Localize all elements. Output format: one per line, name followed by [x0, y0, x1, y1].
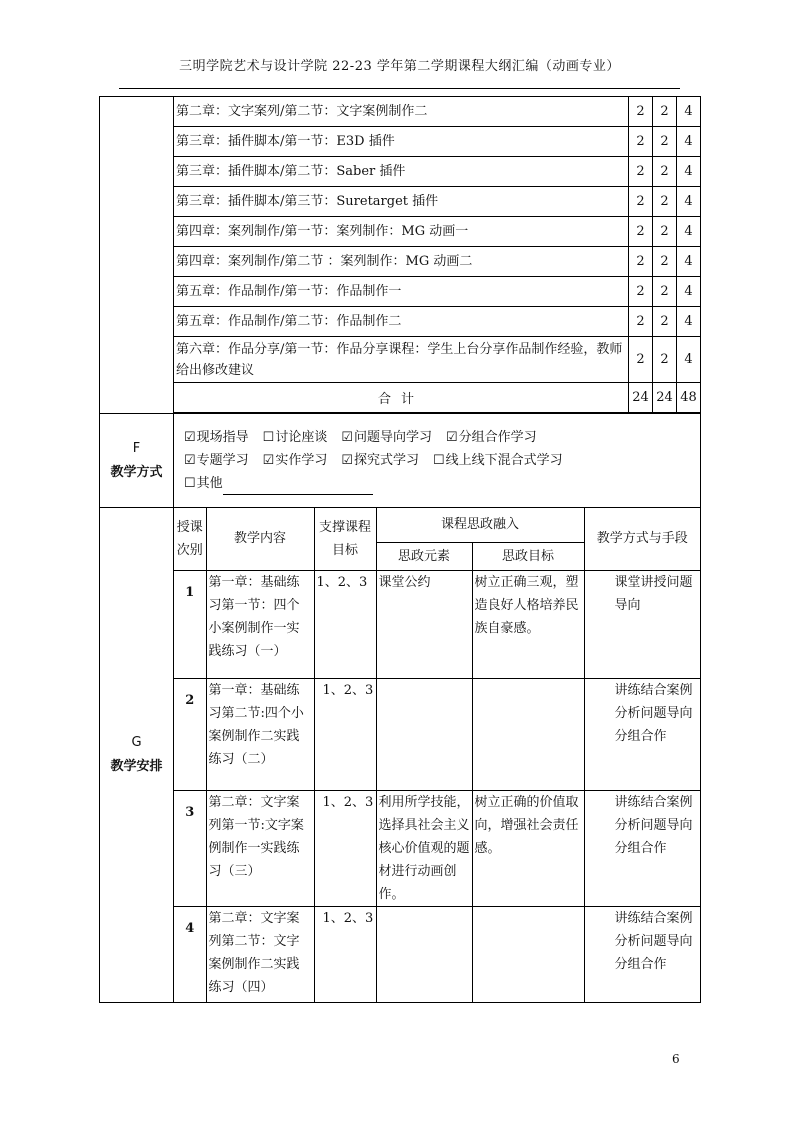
hours-b: 2	[653, 217, 677, 247]
row-order: 4	[174, 906, 206, 1002]
row-ideology-goal: 树立正确的价值取向，增强社会责任感。	[472, 790, 584, 906]
hours-a: 2	[629, 307, 653, 337]
row-method: 讲练结合案例分析问题导向分组合作	[584, 906, 700, 1002]
hours-c: 4	[677, 337, 701, 383]
method-option[interactable]	[433, 449, 563, 472]
row-content: 第二章：文字案列第二节：文字案例制作二实践练习（四）	[206, 906, 314, 1002]
method-option[interactable]	[263, 426, 328, 449]
header-goal: 支撑课程目标	[314, 508, 376, 570]
row-ideology-goal	[472, 678, 584, 790]
hours-a: 2	[629, 127, 653, 157]
left-label-cell	[100, 97, 174, 414]
hours-c: 4	[677, 217, 701, 247]
checkbox-icon[interactable]: ☐	[433, 453, 445, 468]
other-blank-line	[223, 480, 373, 495]
row-content: 第一章：基础练习第一节：四个小案例制作一实践练习（一）	[206, 570, 314, 678]
hours-c: 4	[677, 307, 701, 337]
hours-c: 4	[677, 277, 701, 307]
hours-a: 2	[629, 217, 653, 247]
row-order: 2	[174, 678, 206, 790]
hours-content: 第五章：作品制作/第一节：作品制作一	[174, 277, 629, 307]
section-f-letter: F	[132, 440, 141, 456]
method-option[interactable]	[341, 449, 419, 472]
hours-c: 4	[677, 127, 701, 157]
hours-a: 2	[629, 187, 653, 217]
hours-content: 第三章：插件脚本/第二节：Saber 插件	[174, 157, 629, 187]
methods-row-3	[174, 472, 700, 495]
hours-c: 4	[677, 187, 701, 217]
hours-content: 第五章：作品制作/第二节：作品制作二	[174, 307, 629, 337]
hours-b: 2	[653, 97, 677, 127]
method-label: 实作学习	[275, 453, 328, 468]
section-f-title: 教学方式	[110, 464, 163, 480]
row-method: 讲练结合案例分析问题导向分组合作	[584, 790, 700, 906]
hours-content: 第四章：案列制作/第一节：案列制作：MG 动画一	[174, 217, 629, 247]
row-content: 第二章：文字案列第一节:文字案例制作一实践练习（三）	[206, 790, 314, 906]
checkbox-icon[interactable]: ☑	[341, 453, 353, 468]
header-method: 教学方式与手段	[584, 508, 700, 570]
total-label: 合计	[174, 383, 629, 413]
table-row	[174, 906, 700, 1002]
hours-a: 2	[629, 337, 653, 383]
method-label: 现场指导	[196, 430, 249, 445]
row-ideology-goal	[472, 906, 584, 1002]
table-row	[100, 187, 701, 217]
row-method: 课堂讲授问题导向	[584, 570, 700, 678]
section-g-title: 教学安排	[110, 759, 163, 774]
section-g-row	[100, 508, 701, 1003]
hours-b: 2	[653, 307, 677, 337]
checkbox-icon[interactable]: ☐	[184, 476, 196, 491]
method-option[interactable]	[341, 426, 432, 449]
row-goal: 1、2、3	[314, 570, 376, 678]
row-content: 第一章：基础练习第二节:四个小案例制作二实践练习（二）	[206, 678, 314, 790]
header-ideology-goal: 思政目标	[472, 542, 584, 570]
header-order: 授课次别	[174, 508, 206, 570]
page-header: 三明学院艺术与设计学院 22-23 学年第二学期课程大纲汇编（动画专业）	[179, 59, 620, 74]
teaching-methods-cell	[174, 414, 701, 508]
row-goal: 1、2、3	[314, 790, 376, 906]
header-element: 思政元素	[376, 542, 472, 570]
row-method: 讲练结合案例分析问题导向分组合作	[584, 678, 700, 790]
syllabus-table	[99, 96, 701, 1003]
method-label: 讨论座谈	[275, 430, 328, 445]
method-label: 专题学习	[196, 453, 249, 468]
row-goal: 1、2、3	[314, 906, 376, 1002]
total-a: 24	[629, 383, 653, 413]
row-element	[376, 906, 472, 1002]
hours-content: 第六章：作品分享/第一节：作品分享课程：学生上台分享作品制作经验，教师给出修改建议	[174, 337, 629, 383]
method-option[interactable]	[184, 426, 249, 449]
checkbox-icon[interactable]: ☑	[262, 453, 275, 468]
hours-c: 4	[677, 157, 701, 187]
table-row	[100, 307, 701, 337]
method-option[interactable]	[263, 449, 328, 472]
section-f-row	[100, 414, 701, 508]
method-label: 线上线下混合式学习	[445, 453, 563, 468]
method-label: 问题导向学习	[354, 430, 433, 445]
total-b: 24	[653, 383, 677, 413]
table-row	[100, 217, 701, 247]
checkbox-icon[interactable]: ☑	[184, 430, 196, 445]
row-element: 课堂公约	[376, 570, 472, 678]
section-g-letter: G	[131, 735, 142, 750]
methods-row-2	[174, 449, 700, 472]
hours-b: 2	[653, 277, 677, 307]
header-ideology: 课程思政融入	[376, 508, 584, 542]
hours-b: 2	[653, 157, 677, 187]
hours-content: 第三章：插件脚本/第一节：E3D 插件	[174, 127, 629, 157]
table-row	[100, 337, 701, 383]
hours-a: 2	[629, 97, 653, 127]
table-row	[100, 277, 701, 307]
method-option[interactable]	[446, 426, 537, 449]
methods-row-1	[174, 426, 700, 449]
row-goal: 1、2、3	[314, 678, 376, 790]
table-row	[174, 570, 700, 678]
section-f-label	[100, 414, 174, 508]
row-element	[376, 678, 472, 790]
row-order: 3	[174, 790, 206, 906]
checkbox-icon[interactable]: ☑	[446, 430, 458, 445]
row-order: 1	[174, 570, 206, 678]
table-row	[100, 157, 701, 187]
row-ideology-goal: 树立正确三观，塑造良好人格培养民族自豪感。	[472, 570, 584, 678]
hours-b: 2	[653, 127, 677, 157]
total-row	[100, 383, 701, 413]
section-g-label	[100, 508, 174, 1003]
method-label: 探究式学习	[354, 453, 420, 468]
table-row	[100, 247, 701, 277]
hours-b: 2	[653, 337, 677, 383]
hours-b: 2	[653, 247, 677, 277]
schedule-cell	[174, 508, 701, 1003]
header-rule	[119, 88, 680, 89]
hours-b: 2	[653, 187, 677, 217]
hours-a: 2	[629, 247, 653, 277]
schedule-table	[174, 508, 700, 1002]
method-option[interactable]	[184, 449, 249, 472]
hours-a: 2	[629, 157, 653, 187]
hours-c: 4	[677, 97, 701, 127]
hours-content: 第三章：插件脚本/第三节：Suretarget 插件	[174, 187, 629, 217]
method-label: 分组合作学习	[458, 430, 537, 445]
hours-a: 2	[629, 277, 653, 307]
checkbox-icon[interactable]: ☑	[184, 453, 196, 468]
row-element: 利用所学技能，选择具社会主义核心价值观的题材进行动画创作。	[376, 790, 472, 906]
page-number: 6	[672, 1052, 680, 1066]
total-c: 48	[677, 383, 701, 413]
table-row	[100, 127, 701, 157]
checkbox-icon[interactable]: ☐	[262, 430, 275, 445]
checkbox-icon[interactable]: ☑	[341, 430, 353, 445]
table-row	[174, 790, 700, 906]
method-other[interactable]	[184, 472, 373, 495]
header-content: 教学内容	[206, 508, 314, 570]
table-row	[174, 678, 700, 790]
hours-c: 4	[677, 247, 701, 277]
method-label: 其他	[196, 476, 223, 491]
table-row	[100, 97, 701, 127]
hours-content: 第二章：文字案列/第二节：文字案例制作二	[174, 97, 629, 127]
hours-content: 第四章：案列制作/第二节 ：案列制作：MG 动画二	[174, 247, 629, 277]
